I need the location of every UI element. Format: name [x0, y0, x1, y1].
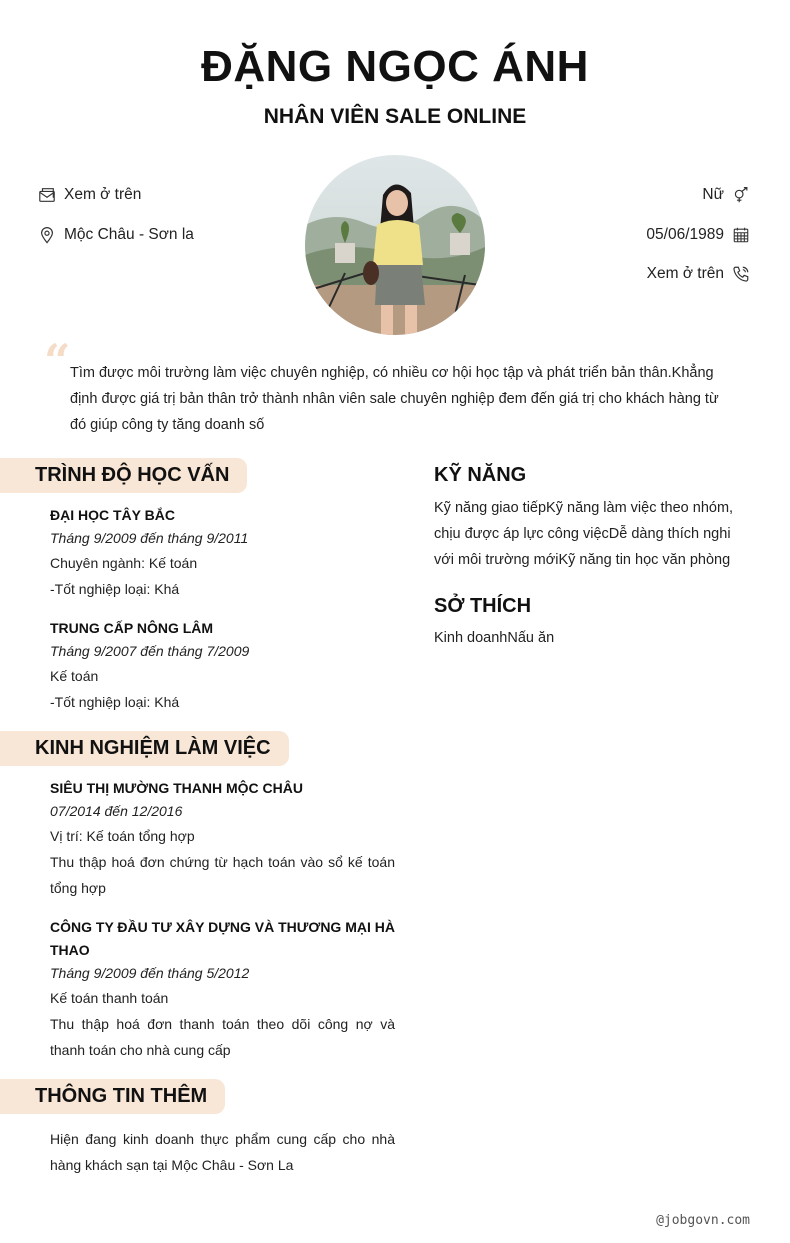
contact-birthday-value: 05/06/1989: [646, 226, 724, 243]
contact-phone-value: Xem ở trên: [646, 265, 724, 282]
contact-phone: [647, 265, 750, 283]
contact-birthday: [646, 226, 750, 244]
additional-info-entry: [50, 1126, 395, 1178]
education-entry: [50, 504, 395, 602]
education-time: Tháng 9/2009 đến tháng 9/2011: [50, 530, 249, 546]
contact-address-value: Mộc Châu - Sơn la: [64, 226, 194, 243]
education-detail: -Tốt nghiệp loại: Khá: [50, 581, 180, 597]
contact-address: [38, 226, 194, 244]
additional-info-heading: THÔNG TIN THÊM: [0, 1079, 225, 1114]
contact-email-value: Xem ở trên: [64, 186, 142, 203]
candidate-name: ĐẶNG NGỌC ÁNH: [201, 42, 589, 91]
experience-role: Vị trí: Kế toán tổng hợp: [50, 828, 195, 844]
hobbies-heading: SỞ THÍCH: [434, 595, 532, 617]
experience-description: Thu thập hoá đơn thanh toán theo dõi công nợ và thanh toán cho nhà cung cấp: [50, 1016, 395, 1058]
education-time: Tháng 9/2007 đến tháng 7/2009: [50, 643, 250, 659]
education-detail: Chuyên ngành: Kế toán: [50, 555, 198, 571]
education-detail: Kế toán: [50, 668, 99, 684]
education-school: ĐẠI HỌC TÂY BẮC: [50, 507, 175, 523]
education-entry: [50, 617, 395, 715]
education-heading: TRÌNH ĐỘ HỌC VẤN: [0, 458, 247, 493]
mail-icon: [38, 186, 56, 204]
experience-time: Tháng 9/2009 đến tháng 5/2012: [50, 965, 250, 981]
quote-icon: “: [44, 334, 71, 388]
job-position: NHÂN VIÊN SALE ONLINE: [263, 105, 527, 128]
experience-entry: [50, 777, 395, 901]
experience-time: 07/2014 đến 12/2016: [50, 803, 183, 819]
experience-heading: KINH NGHIỆM LÀM VIỆC: [0, 731, 289, 766]
contact-gender-value: Nữ: [702, 186, 724, 203]
contact-gender: [702, 186, 750, 204]
skills-text: Kỹ năng giao tiếpKỹ năng làm việc theo nhóm, chịu được áp lực công việcDễ dàng thích nghi với môi trường mớiKỹ năng tin học văn phòng: [434, 500, 734, 568]
map-pin-icon: [38, 226, 56, 244]
experience-description: Thu thập hoá đơn chứng từ hạch toán vào sổ kế toán tổng hợp: [50, 854, 395, 896]
additional-info-text: Hiện đang kinh doanh thực phẩm cung cấp cho nhà hàng khách sạn tại Mộc Châu - Sơn La: [50, 1131, 395, 1173]
experience-company: CÔNG TY ĐẦU TƯ XÂY DỰNG VÀ THƯƠNG MẠI HÀ THAO: [50, 919, 395, 958]
career-objective: Tìm được môi trường làm việc chuyên nghiệp, có nhiều cơ hội học tập và phát triển bản thân.Khẳng định được giá trị bản thân trở thành nhân viên sale chuyên nghiệp đem đến giá trị cho khách hàng từ đó giúp công ty tăng doanh số: [70, 365, 719, 433]
skills-heading: KỸ NĂNG: [434, 464, 527, 486]
experience-entry: [50, 916, 395, 1063]
experience-company: SIÊU THỊ MƯỜNG THANH MỘC CHÂU: [50, 780, 303, 796]
watermark: @jobgovn.com: [656, 1213, 750, 1228]
phone-icon: [732, 265, 750, 283]
experience-role: Kế toán thanh toán: [50, 990, 169, 1006]
gender-icon: [732, 186, 750, 204]
education-school: TRUNG CẤP NÔNG LÂM: [50, 620, 214, 636]
hobbies-text: Kinh doanhNấu ăn: [434, 630, 555, 646]
profile-photo: [305, 155, 485, 335]
contact-email: [38, 186, 141, 204]
education-detail: -Tốt nghiệp loại: Khá: [50, 694, 180, 710]
calendar-icon: [732, 226, 750, 244]
